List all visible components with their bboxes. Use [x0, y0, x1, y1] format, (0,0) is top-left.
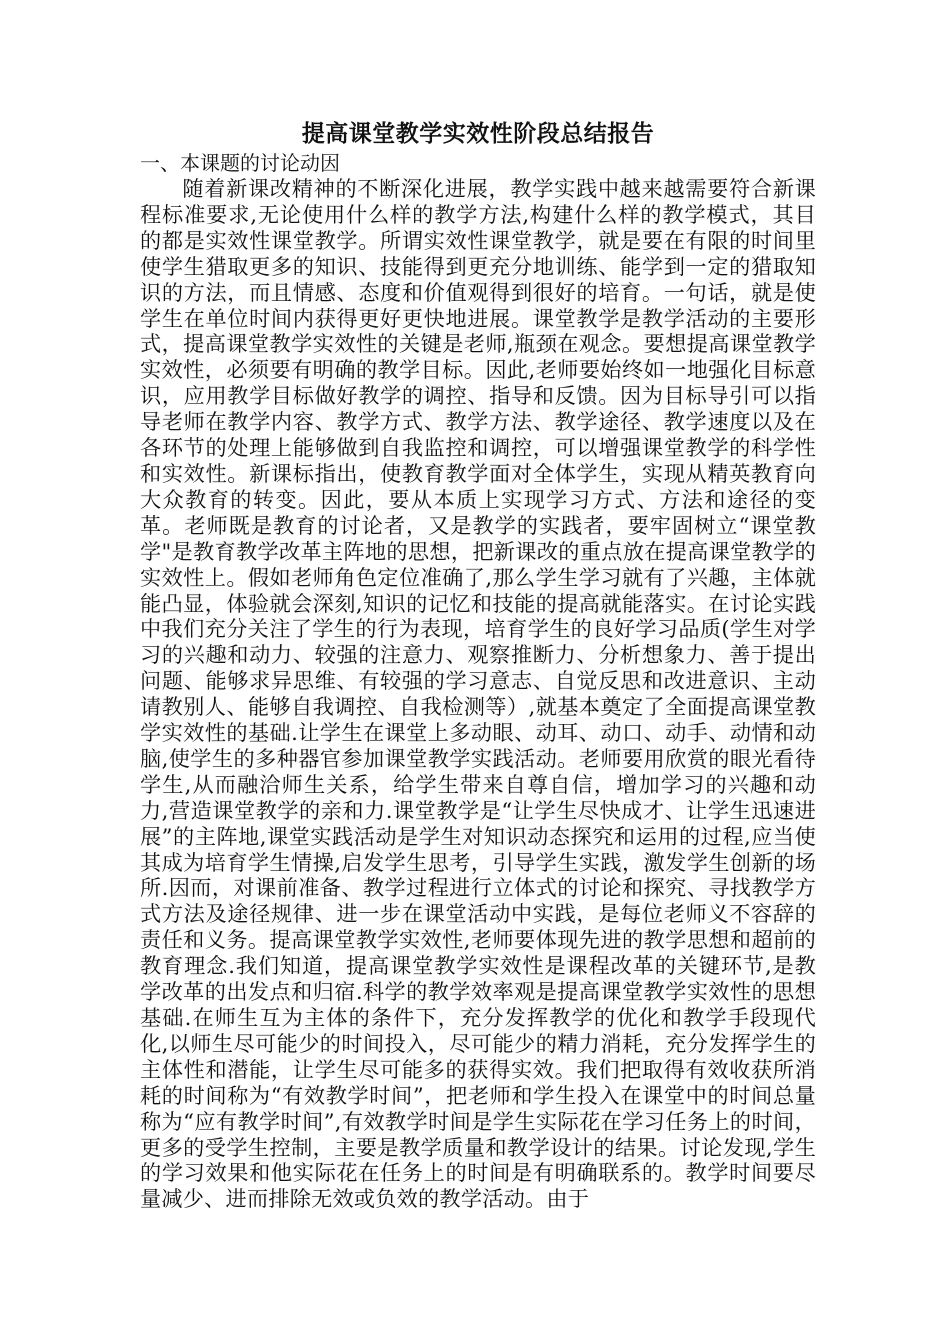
- body-paragraph: 随着新课改精神的不断深化进展，教学实践中越来越需要符合新课程标准要求,无论使用什么样的教学方法,构建什么样的教学模式，其目的都是实效性课堂教学。所谓实效性课堂教学，就是要在有限的时间里使学生猎取更多的知识、技能得到更充分地训练、能学到一定的猎取知识的方法，而且情感、态度和价值观得到很好的培育。一句话，就是使学生在单位时间内获得更好更快地进展。课堂教学是教学活动的主要形式，提高课堂教学实效性的关键是老师,瓶颈在观念。要想提高课堂教学实效性，必须要有明确的教学目标。因此,老师要始终如一地强化目标意识，应用教学目标做好教学的调控、指导和反馈。因为目标导引可以指导老师在教学内容、教学方式、教学方法、教学途径、教学速度以及在各环节的处理上能够做到自我监控和调控，可以增强课堂教学的科学性和实效性。新课标指出，使教育教学面对全体学生，实现从精英教育向大众教育的转变。因此，要从本质上实现学习方式、方法和途径的变革。老师既是教育的讨论者，又是教学的实践者，要牢固树立“课堂教学"是教育教学改革主阵地的思想，把新课改的重点放在提高课堂教学的实效性上。假如老师角色定位准确了,那么学生学习就有了兴趣，主体就能凸显，体验就会深刻,知识的记忆和技能的提高就能落实。在讨论实践中我们充分关注了学生的行为表现，培育学生的良好学习品质(学生对学习的兴趣和动力、较强的注意力、观察推断力、分析想象力、善于提出问题、能够求异思维、有较强的学习意志、自觉反思和改进意识、主动请教别人、能够自我调控、自我检测等）,就基本奠定了全面提高课堂教学实效性的基础.让学生在课堂上多动眼、动耳、动口、动手、动情和动脑,使学生的多种器官参加课堂教学实践活动。老师要用欣赏的眼光看待学生,从而融洽师生关系，给学生带来自尊自信，增加学习的兴趣和动力,营造课堂教学的亲和力.课堂教学是“让学生尽快成才、让学生迅速进展”的主阵地,课堂实践活动是学生对知识动态探究和运用的过程,应当使其成为培育学生情操,启发学生思考，引导学生实践，激发学生创新的场所.因而，对课前准备、教学过程进行立体式的讨论和探究、寻找教学方式方法及途径规律、进一步在课堂活动中实践，是每位老师义不容辞的责任和义务。提高课堂教学实效性,老师要体现先进的教学思想和超前的教育理念.我们知道，提高课堂教学实效性是课程改革的关键环节,是教学改革的出发点和归宿.科学的教学效率观是提高课堂教学实效性的思想基础.在师生互为主体的条件下，充分发挥教学的优化和教学手段现代化,以师生尽可能少的时间投入，尽可能少的精力消耗，充分发挥学生的主体性和潜能，让学生尽可能多的获得实效。我们把取得有效收获所消耗的时间称为“有效教学时间”，把老师和学生投入在课堂中的时间总量称为“应有教学时间”,有效教学时间是学生实际花在学习任务上的时间，更多的受学生控制，主要是教学质量和教学设计的结果。讨论发现,学生的学习效果和他实际花在任务上的时间是有明确联系的。教学时间要尽量减少、进而排除无效或负效的教学活动。由于: [140, 176, 816, 1212]
- document-page: [140, 118, 816, 1212]
- section-heading: 一、本课题的讨论动因: [140, 151, 340, 175]
- document-title: 提高课堂教学实效性阶段总结报告: [301, 121, 655, 147]
